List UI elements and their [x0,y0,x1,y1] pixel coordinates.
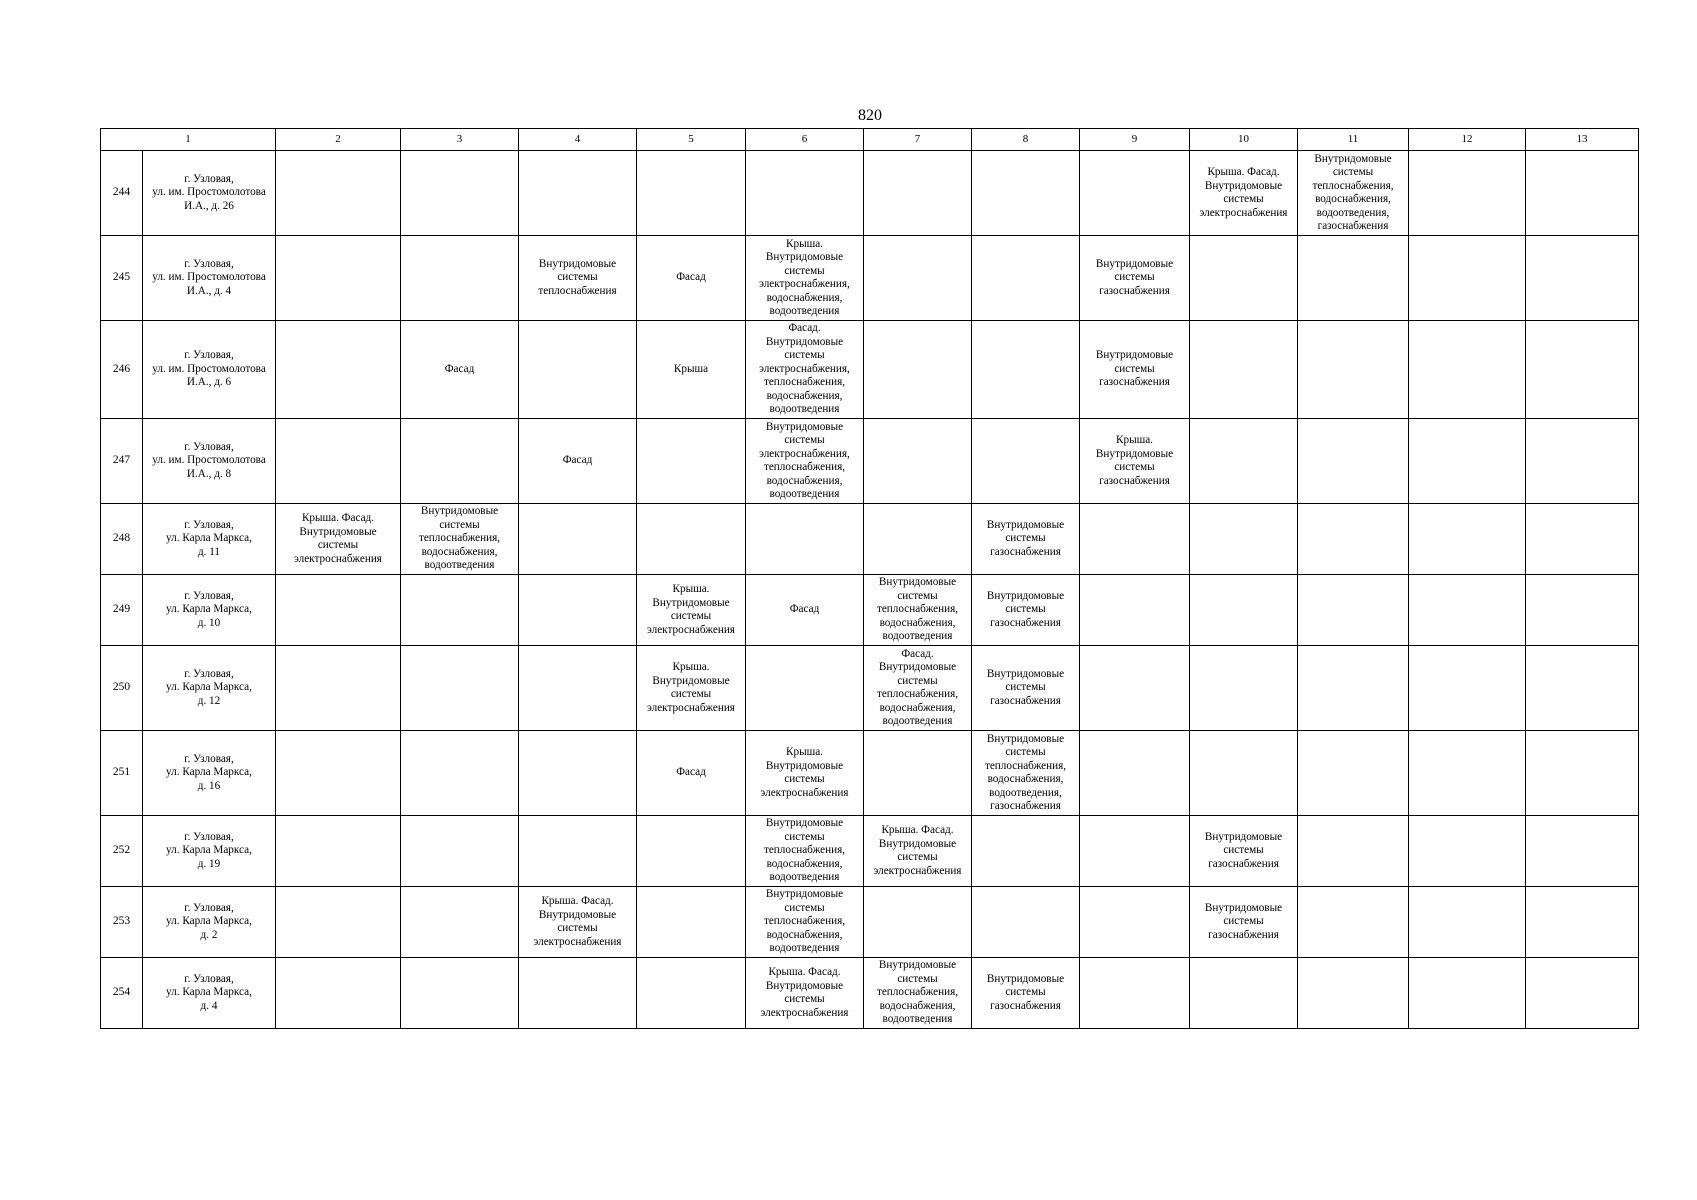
work-type-cell [401,321,519,419]
work-type-cell [637,151,746,236]
work-type-cell [519,236,637,321]
work-type-text: Внутридомовые системы теплоснабжения, водоснабжения, водоотведения [876,576,959,643]
column-header-cell: 9 [1080,129,1190,151]
work-type-text: Внутридомовые системы теплоснабжения, водоснабжения, водоотведения [763,888,846,955]
column-header-cell: 5 [637,129,746,151]
address-text: г. Узловая, ул. Карла Маркса, д. 19 [166,830,252,870]
work-type-cell [401,575,519,646]
work-type-cell [401,646,519,731]
work-type-cell [1190,236,1298,321]
work-type-cell [972,646,1080,731]
work-type-cell [1409,236,1526,321]
work-type-cell [746,419,864,504]
work-type-text: Фасад [562,454,593,467]
work-type-cell [864,504,972,575]
work-type-cell [864,958,972,1029]
address-cell [143,816,276,887]
work-type-cell [1526,731,1639,816]
address-cell [143,731,276,816]
row-number-cell: 249 [101,575,143,646]
column-number-header-row [101,129,1639,151]
work-type-cell [1526,887,1639,958]
work-type-cell [519,419,637,504]
address-text: г. Узловая, ул. Карла Маркса, д. 11 [166,518,252,558]
work-type-cell [1298,731,1409,816]
work-type-text: Крыша. Фасад. Внутридомовые системы электроснабжения [760,966,849,1019]
work-type-cell [637,504,746,575]
row-number-cell: 253 [101,887,143,958]
work-type-cell [1526,236,1639,321]
table-row [101,731,1639,816]
work-type-text: Внутридомовые системы теплоснабжения, водоснабжения, водоотведения, газоснабжения [1312,152,1394,232]
address-text: г. Узловая, ул. им. Простомолотова И.А., д. 6 [152,349,266,389]
work-type-cell [637,958,746,1029]
address-text: г. Узловая, ул. Карла Маркса, д. 12 [166,667,252,707]
work-type-cell [1080,958,1190,1029]
work-type-text: Фасад [789,603,820,616]
work-type-cell [1526,419,1639,504]
work-type-cell [637,575,746,646]
row-number-cell: 250 [101,646,143,731]
address-text: г. Узловая, ул. им. Простомолотова И.А., д. 8 [152,440,266,480]
column-header-cell: 13 [1526,129,1639,151]
column-header-cell: 11 [1298,129,1409,151]
work-type-cell [1526,816,1639,887]
work-type-text: Внутридомовые системы теплоснабжения, водоснабжения, водоотведения [418,505,501,572]
work-type-cell [1298,504,1409,575]
work-type-cell [746,731,864,816]
work-type-cell [864,236,972,321]
repair-schedule-table [100,128,1639,1029]
work-type-cell [746,151,864,236]
work-type-text: Внутридомовые системы газоснабжения [986,667,1065,707]
table-row [101,504,1639,575]
address-cell [143,236,276,321]
work-type-text: Крыша. Фасад. Внутридомовые системы электроснабжения [873,824,962,877]
work-type-cell [637,236,746,321]
work-type-cell [1190,646,1298,731]
work-type-cell [276,958,401,1029]
work-type-cell [746,958,864,1029]
address-cell [143,419,276,504]
work-type-cell [972,321,1080,419]
work-type-cell [1080,321,1190,419]
work-type-cell [1080,646,1190,731]
work-type-cell [1409,731,1526,816]
column-header-cell: 1 [101,129,276,151]
work-type-cell [276,816,401,887]
work-type-cell [864,151,972,236]
row-number-cell: 246 [101,321,143,419]
work-type-cell [1190,151,1298,236]
work-type-cell [519,816,637,887]
work-type-cell [1190,419,1298,504]
work-type-text: Фасад. Внутридомовые системы электроснабжения, теплоснабжения, водоснабжения, водоотведения [759,322,850,416]
work-type-cell [972,419,1080,504]
work-type-cell [864,731,972,816]
work-type-cell [1298,321,1409,419]
address-cell [143,646,276,731]
address-cell [143,504,276,575]
work-type-cell [637,816,746,887]
column-header-cell: 10 [1190,129,1298,151]
work-type-cell [972,504,1080,575]
column-header-cell: 12 [1409,129,1526,151]
work-type-text: Внутридомовые системы теплоснабжения, водоснабжения, водоотведения [763,817,846,884]
address-cell [143,151,276,236]
work-type-cell [1080,887,1190,958]
work-type-cell [746,504,864,575]
address-cell [143,575,276,646]
work-type-cell [746,887,864,958]
column-header-cell: 4 [519,129,637,151]
table-row [101,816,1639,887]
table-row [101,419,1639,504]
work-type-text: Внутридомовые системы газоснабжения [986,589,1065,629]
work-type-cell [864,419,972,504]
table-row [101,887,1639,958]
address-text: г. Узловая, ул. Карла Маркса, д. 4 [166,972,252,1012]
work-type-cell [1409,958,1526,1029]
row-number-cell: 252 [101,816,143,887]
work-type-cell [1298,646,1409,731]
page-number: 820 [858,107,882,124]
work-type-cell [1298,958,1409,1029]
work-type-cell [746,816,864,887]
work-type-cell [276,151,401,236]
work-type-cell [276,236,401,321]
work-type-cell [276,504,401,575]
work-type-cell [401,236,519,321]
work-type-cell [276,419,401,504]
work-type-cell [519,321,637,419]
work-type-cell [401,958,519,1029]
work-type-cell [519,731,637,816]
work-type-text: Крыша. Внутридомовые системы электроснабжения [647,583,735,636]
work-type-cell [401,816,519,887]
work-type-cell [276,646,401,731]
row-number-cell: 244 [101,151,143,236]
table-row [101,958,1639,1029]
work-type-cell [1080,504,1190,575]
work-type-cell [1080,236,1190,321]
work-type-cell [1080,419,1190,504]
work-type-text: Внутридомовые системы газоснабжения [986,972,1065,1012]
work-type-cell [972,575,1080,646]
work-type-cell [519,958,637,1029]
work-type-cell [1409,419,1526,504]
work-type-cell [1526,321,1639,419]
work-type-cell [1526,646,1639,731]
work-type-cell [401,731,519,816]
work-type-text: Внутридомовые системы теплоснабжения, водоснабжения, водоотведения [876,959,959,1026]
work-type-cell [1409,887,1526,958]
work-type-text: Крыша. Фасад. Внутридомовые системы электроснабжения [294,512,382,565]
work-type-cell [1298,151,1409,236]
address-text: г. Узловая, ул. Карла Маркса, д. 10 [166,589,252,629]
work-type-cell [864,887,972,958]
work-type-cell [276,887,401,958]
work-type-text: Фасад [444,362,475,375]
table-body [101,129,1639,1029]
row-number-cell: 248 [101,504,143,575]
work-type-cell [1526,575,1639,646]
work-type-cell [746,321,864,419]
work-type-text: Внутридомовые системы газоснабжения [986,518,1065,558]
work-type-cell [1190,321,1298,419]
column-header-cell: 7 [864,129,972,151]
work-type-cell [1298,575,1409,646]
work-type-text: Фасад. Внутридомовые системы теплоснабжения, водоснабжения, водоотведения [876,647,959,727]
address-text: г. Узловая, ул. Карла Маркса, д. 2 [166,901,252,941]
work-type-cell [1080,731,1190,816]
column-header-cell: 3 [401,129,519,151]
column-header-cell: 6 [746,129,864,151]
work-type-cell [1080,575,1190,646]
work-type-cell [1298,816,1409,887]
work-type-cell [1526,151,1639,236]
column-header-cell: 8 [972,129,1080,151]
work-type-cell [637,419,746,504]
work-type-text: Крыша. Внутридомовые системы электроснабжения [647,661,735,714]
work-type-cell [1409,504,1526,575]
work-type-cell [519,151,637,236]
work-type-cell [746,236,864,321]
work-type-cell [401,151,519,236]
address-cell [143,321,276,419]
work-type-cell [1298,887,1409,958]
work-type-cell [1409,575,1526,646]
work-type-cell [1190,504,1298,575]
address-text: г. Узловая, ул. им. Простомолотова И.А., д. 4 [152,257,266,297]
table-row [101,575,1639,646]
work-type-cell [972,236,1080,321]
row-number-cell: 245 [101,236,143,321]
column-header-cell: 2 [276,129,401,151]
work-type-cell [1409,321,1526,419]
work-type-cell [276,575,401,646]
work-type-text: Внутридомовые системы теплоснабжения [538,257,617,297]
work-type-text: Внутридомовые системы электроснабжения, теплоснабжения, водоснабжения, водоотведения [759,420,850,500]
work-type-cell [746,646,864,731]
work-type-text: Фасад [676,766,706,779]
work-type-cell [972,958,1080,1029]
work-type-cell [1080,151,1190,236]
work-type-cell [1080,816,1190,887]
address-text: г. Узловая, ул. Карла Маркса, д. 16 [166,752,252,792]
work-type-cell [519,887,637,958]
work-type-cell [1298,236,1409,321]
work-type-cell [637,887,746,958]
work-type-cell [1190,887,1298,958]
work-type-text: Крыша. Фасад. Внутридомовые системы электроснабжения [1199,166,1288,219]
work-type-text: Внутридомовые системы газоснабжения [1095,257,1174,297]
work-type-cell [637,731,746,816]
table-row [101,236,1639,321]
address-text: г. Узловая, ул. им. Простомолотова И.А., д. 26 [152,172,266,212]
row-number-cell: 254 [101,958,143,1029]
work-type-cell [276,731,401,816]
work-type-cell [972,816,1080,887]
work-type-text: Внутридомовые системы теплоснабжения, водоснабжения, водоотведения, газоснабжения [984,732,1067,812]
work-type-cell [519,575,637,646]
work-type-cell [1190,731,1298,816]
work-type-cell [276,321,401,419]
address-cell [143,958,276,1029]
work-type-cell [972,731,1080,816]
address-cell [143,887,276,958]
work-type-cell [864,321,972,419]
work-type-cell [1409,151,1526,236]
work-type-cell [864,816,972,887]
work-type-cell [972,151,1080,236]
work-type-cell [746,575,864,646]
work-type-cell [1190,958,1298,1029]
work-type-cell [972,887,1080,958]
work-type-cell [401,887,519,958]
table-row [101,646,1639,731]
table-row [101,151,1639,236]
row-number-cell: 247 [101,419,143,504]
work-type-text: Внутридомовые системы газоснабжения [1095,349,1174,389]
work-type-cell [1409,816,1526,887]
work-type-cell [519,504,637,575]
work-type-text: Фасад [676,271,706,284]
work-type-text: Крыша. Фасад. Внутридомовые системы электроснабжения [533,895,622,948]
work-type-cell [637,321,746,419]
work-type-text: Крыша. Внутридомовые системы электроснабжения, водоснабжения, водоотведения [759,237,850,317]
table-row [101,321,1639,419]
work-type-cell [864,646,972,731]
work-type-cell [637,646,746,731]
work-type-text: Крыша [673,362,709,375]
work-type-cell [1190,816,1298,887]
work-type-text: Крыша. Внутридомовые системы электроснабжения [760,746,849,799]
work-type-cell [1298,419,1409,504]
work-type-text: Внутридомовые системы газоснабжения [1204,901,1283,941]
work-type-cell [401,504,519,575]
work-type-cell [1190,575,1298,646]
work-type-cell [401,419,519,504]
work-type-cell [1409,646,1526,731]
work-type-cell [519,646,637,731]
work-type-cell [1526,504,1639,575]
work-type-cell [864,575,972,646]
row-number-cell: 251 [101,731,143,816]
work-type-text: Крыша. Внутридомовые системы газоснабжения [1095,434,1174,487]
work-type-cell [1526,958,1639,1029]
work-type-text: Внутридомовые системы газоснабжения [1204,830,1283,870]
